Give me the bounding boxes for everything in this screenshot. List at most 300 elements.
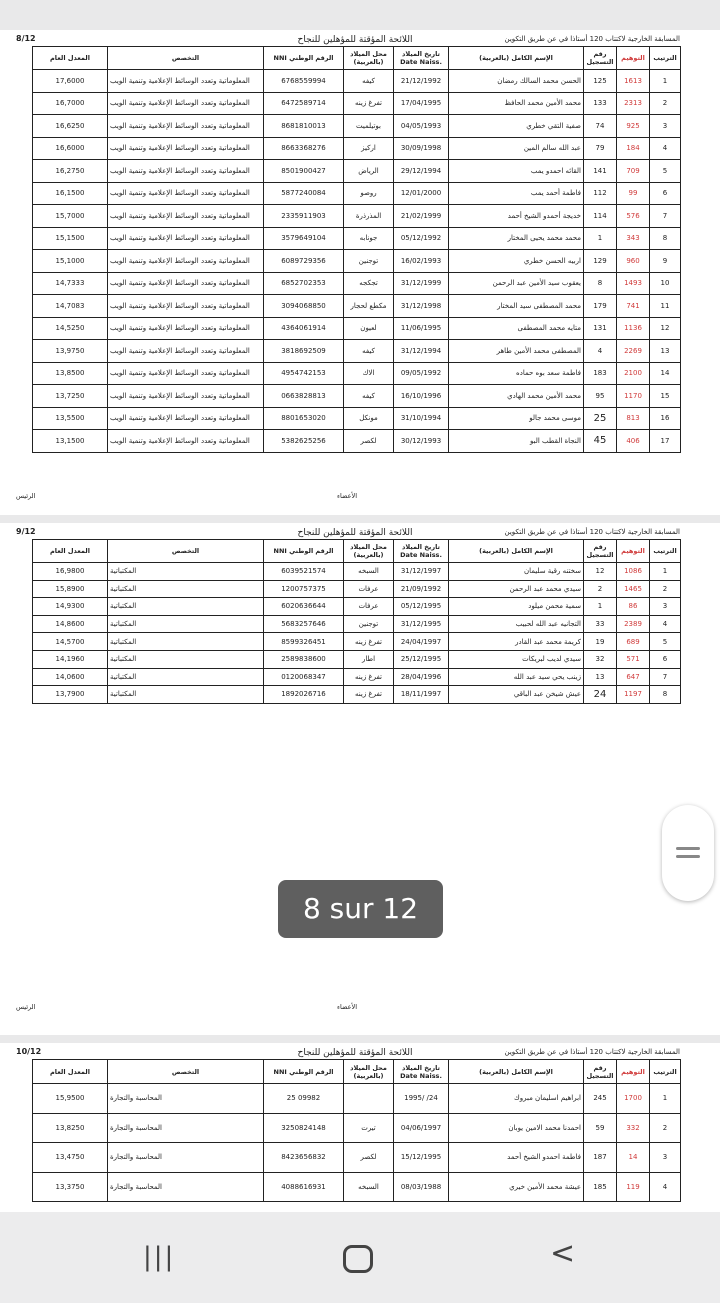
cell-average: 13,9750 <box>33 340 108 363</box>
header-nni: الرقم الوطني NNI <box>264 540 344 563</box>
cell-specialization: المعلوماتية وتعدد الوسائط الإعلامية وتنمية الويب <box>108 317 264 340</box>
cell-registration-number: 245 <box>584 1084 617 1114</box>
cell-full-name: محمد الأمين محمد الهادي <box>449 385 584 408</box>
cell-registration-number: 33 <box>584 615 617 633</box>
cell-birth-place: تفرغ زينه <box>344 92 394 115</box>
cell-rank: 7 <box>650 668 681 686</box>
cell-birth-place: لكصر <box>344 1143 394 1173</box>
cell-specialization: المكتباتية <box>108 650 264 668</box>
cell-registration-number: 12 <box>584 563 617 581</box>
header-birth-date: تاريخ الميلاد .Date Naiss <box>394 47 449 70</box>
cell-rank: 5 <box>650 633 681 651</box>
cell-specialization: المكتباتية <box>108 598 264 616</box>
cell-rank: 4 <box>650 1172 681 1202</box>
cell-registration-number: 8 <box>584 272 617 295</box>
cell-full-name: محمد الأمين محمد الحافظ <box>449 92 584 115</box>
cell-birth-place: كيفه <box>344 340 394 363</box>
header-score: التوهيم <box>617 47 650 70</box>
pdf-page-10 <box>0 1043 720 1213</box>
table-row <box>33 137 681 160</box>
cell-average: 16,6250 <box>33 115 108 138</box>
cell-average: 13,7250 <box>33 385 108 408</box>
cell-birth-place: روصو <box>344 182 394 205</box>
cell-rank: 3 <box>650 115 681 138</box>
header-birth-place: محل الميلاد (بالعربية) <box>344 540 394 563</box>
cell-registration-number: 1 <box>584 227 617 250</box>
table-row <box>33 580 681 598</box>
cell-average: 14,9300 <box>33 598 108 616</box>
results-table <box>32 539 681 704</box>
cell-birth-place: الرياض <box>344 160 394 183</box>
cell-birth-place: مكطع لحجار <box>344 295 394 318</box>
table-row <box>33 362 681 385</box>
table-row <box>33 1113 681 1143</box>
cell-registration-number: 45 <box>584 430 617 453</box>
cell-birth-place: السبخه <box>344 563 394 581</box>
cell-rank: 2 <box>650 1113 681 1143</box>
table-header-row <box>33 540 681 563</box>
cell-birth-place: تفرغ زينه <box>344 633 394 651</box>
cell-specialization: المعلوماتية وتعدد الوسائط الإعلامية وتنمية الويب <box>108 385 264 408</box>
cell-score: 2100 <box>617 362 650 385</box>
cell-rank: 9 <box>650 250 681 273</box>
header-average: المعدل العام <box>33 540 108 563</box>
cell-full-name: خديجة أحمدو الشيخ أحمد <box>449 205 584 228</box>
cell-average: 14,7083 <box>33 295 108 318</box>
header-full-name: الإسم الكامل (بالعربية) <box>449 47 584 70</box>
back-button[interactable]: < <box>550 1236 576 1271</box>
pdf-page-9 <box>0 523 720 1035</box>
header-full-name: الإسم الكامل (بالعربية) <box>449 1060 584 1084</box>
cell-rank: 16 <box>650 407 681 430</box>
table-header-row <box>33 47 681 70</box>
cell-specialization: المكتباتية <box>108 580 264 598</box>
cell-nni: 1200757375 <box>264 580 344 598</box>
cell-score: 14 <box>617 1143 650 1173</box>
cell-average: 14,8600 <box>33 615 108 633</box>
cell-specialization: المكتباتية <box>108 686 264 704</box>
header-birth-place: محل الميلاد (بالعربية) <box>344 1060 394 1084</box>
cell-rank: 3 <box>650 598 681 616</box>
cell-specialization: المحاسبة والتجارة <box>108 1143 264 1173</box>
cell-birth-date: 16/10/1996 <box>394 385 449 408</box>
cell-specialization: المحاسبة والتجارة <box>108 1113 264 1143</box>
cell-full-name: سختنه رقية سليمان <box>449 563 584 581</box>
footer-president: الرئيس <box>16 1003 36 1011</box>
cell-specialization: المعلوماتية وتعدد الوسائط الإعلامية وتنمية الويب <box>108 92 264 115</box>
table-row <box>33 70 681 93</box>
table-row <box>33 295 681 318</box>
cell-score: 406 <box>617 430 650 453</box>
cell-average: 15,1000 <box>33 250 108 273</box>
cell-nni: 4364061914 <box>264 317 344 340</box>
table-row <box>33 160 681 183</box>
table-row <box>33 115 681 138</box>
cell-birth-date: 21/09/1992 <box>394 580 449 598</box>
cell-registration-number: 112 <box>584 182 617 205</box>
cell-nni: 0663828813 <box>264 385 344 408</box>
cell-rank: 1 <box>650 563 681 581</box>
footer-members: الأعضاء <box>337 492 358 500</box>
cell-birth-date: 05/12/1992 <box>394 227 449 250</box>
cell-registration-number: 183 <box>584 362 617 385</box>
cell-registration-number: 114 <box>584 205 617 228</box>
cell-score: 813 <box>617 407 650 430</box>
cell-nni: 6472589714 <box>264 92 344 115</box>
home-button[interactable] <box>343 1245 373 1273</box>
cell-registration-number: 187 <box>584 1143 617 1173</box>
cell-average: 16,7000 <box>33 92 108 115</box>
cell-average: 13,3750 <box>33 1172 108 1202</box>
cell-average: 17,6000 <box>33 70 108 93</box>
contest-title: المسابقة الخارجية لاكتتاب 120 أستاذا في عن طريق التكوين <box>504 1048 680 1056</box>
cell-birth-place: تفرغ زينه <box>344 668 394 686</box>
cell-score: 119 <box>617 1172 650 1202</box>
cell-score: 647 <box>617 668 650 686</box>
table-row <box>33 615 681 633</box>
cell-specialization: المعلوماتية وتعدد الوسائط الإعلامية وتنمية الويب <box>108 272 264 295</box>
table-row <box>33 563 681 581</box>
cell-birth-place: تيرت <box>344 1113 394 1143</box>
cell-birth-date: 25/12/1995 <box>394 650 449 668</box>
cell-nni: 2589838600 <box>264 650 344 668</box>
cell-average: 13,7900 <box>33 686 108 704</box>
cell-rank: 11 <box>650 295 681 318</box>
cell-birth-place: السبخه <box>344 1172 394 1202</box>
results-table <box>32 46 681 453</box>
table-row <box>33 430 681 453</box>
pdf-page-8 <box>0 30 720 515</box>
header-specialization: التخصص <box>108 540 264 563</box>
cell-full-name: محمد محمد يحيى المختار <box>449 227 584 250</box>
list-title: اللائحة المؤقتة للمؤهلين للنجاح <box>297 528 413 538</box>
header-registration-number: رقم التسجيل <box>584 47 617 70</box>
cell-nni: 5683257646 <box>264 615 344 633</box>
cell-registration-number: 74 <box>584 115 617 138</box>
cell-score: 1136 <box>617 317 650 340</box>
cell-registration-number: 2 <box>584 580 617 598</box>
cell-birth-place: المذرذرة <box>344 205 394 228</box>
cell-registration-number: 1 <box>584 598 617 616</box>
cell-average: 15,7000 <box>33 205 108 228</box>
cell-birth-place: كيفه <box>344 385 394 408</box>
cell-birth-date: 09/05/1992 <box>394 362 449 385</box>
cell-rank: 6 <box>650 182 681 205</box>
cell-full-name: فاطمة احمدو الشيخ أحمد <box>449 1143 584 1173</box>
header-average: المعدل العام <box>33 47 108 70</box>
cell-birth-date: 12/01/2000 <box>394 182 449 205</box>
table-row <box>33 92 681 115</box>
header-average: المعدل العام <box>33 1060 108 1084</box>
cell-nni: 8423656832 <box>264 1143 344 1173</box>
cell-average: 16,1500 <box>33 182 108 205</box>
table-row <box>33 317 681 340</box>
cell-nni: 6089729356 <box>264 250 344 273</box>
cell-birth-date: 24/04/1997 <box>394 633 449 651</box>
table-row <box>33 1143 681 1173</box>
cell-rank: 8 <box>650 686 681 704</box>
cell-full-name: عيش شيخن عبد الباقي <box>449 686 584 704</box>
cell-nni: 8801653020 <box>264 407 344 430</box>
cell-average: 15,8900 <box>33 580 108 598</box>
cell-full-name: القائه احمدو يمب <box>449 160 584 183</box>
cell-nni: 6039521574 <box>264 563 344 581</box>
cell-birth-date: 31/12/1998 <box>394 295 449 318</box>
cell-rank: 2 <box>650 92 681 115</box>
cell-birth-place: بوتيلميت <box>344 115 394 138</box>
table-row <box>33 272 681 295</box>
cell-full-name: موسى محمد جالو <box>449 407 584 430</box>
cell-birth-date: 05/12/1995 <box>394 598 449 616</box>
header-score: التوهيم <box>617 540 650 563</box>
cell-birth-place: كيفه <box>344 70 394 93</box>
results-table <box>32 1059 681 1202</box>
cell-score: 709 <box>617 160 650 183</box>
cell-rank: 17 <box>650 430 681 453</box>
cell-birth-date: 31/12/1999 <box>394 272 449 295</box>
cell-registration-number: 129 <box>584 250 617 273</box>
cell-specialization: المكتباتية <box>108 668 264 686</box>
header-nni: الرقم الوطني NNI <box>264 47 344 70</box>
cell-nni: 5382625256 <box>264 430 344 453</box>
cell-birth-date: 08/03/1988 <box>394 1172 449 1202</box>
header-nni: الرقم الوطني NNI <box>264 1060 344 1084</box>
footer-members: الأعضاء <box>337 1003 358 1011</box>
cell-specialization: المعلوماتية وتعدد الوسائط الإعلامية وتنمية الويب <box>108 70 264 93</box>
cell-birth-date: 16/02/1993 <box>394 250 449 273</box>
cell-score: 925 <box>617 115 650 138</box>
cell-nni: 2335911903 <box>264 205 344 228</box>
cell-average: 13,8500 <box>33 362 108 385</box>
cell-birth-place: جونابه <box>344 227 394 250</box>
cell-full-name: سيدي لديب لبريكات <box>449 650 584 668</box>
cell-specialization: المحاسبة والتجارة <box>108 1084 264 1114</box>
cell-score: 99 <box>617 182 650 205</box>
cell-average: 16,2750 <box>33 160 108 183</box>
cell-full-name: عبد الله سالم المين <box>449 137 584 160</box>
cell-specialization: المعلوماتية وتعدد الوسائط الإعلامية وتنمية الويب <box>108 182 264 205</box>
cell-full-name: سيدي محمد عبد الرحمن <box>449 580 584 598</box>
table-row <box>33 598 681 616</box>
cell-nni: 6768559994 <box>264 70 344 93</box>
cell-birth-place: تجكجه <box>344 272 394 295</box>
cell-birth-place: عرفات <box>344 598 394 616</box>
cell-score: 2389 <box>617 615 650 633</box>
cell-registration-number: 59 <box>584 1113 617 1143</box>
cell-specialization: المعلوماتية وتعدد الوسائط الإعلامية وتنمية الويب <box>108 205 264 228</box>
cell-specialization: المعلوماتية وتعدد الوسائط الإعلامية وتنمية الويب <box>108 295 264 318</box>
cell-specialization: المعلوماتية وتعدد الوسائط الإعلامية وتنمية الويب <box>108 362 264 385</box>
cell-score: 1700 <box>617 1084 650 1114</box>
page-number: 10/12 <box>16 1047 42 1056</box>
cell-birth-date: 17/04/1995 <box>394 92 449 115</box>
table-row <box>33 686 681 704</box>
cell-registration-number: 24 <box>584 686 617 704</box>
cell-birth-date: 18/11/1997 <box>394 686 449 704</box>
cell-registration-number: 133 <box>584 92 617 115</box>
cell-birth-date: 30/12/1993 <box>394 430 449 453</box>
cell-nni: 3250824148 <box>264 1113 344 1143</box>
cell-specialization: المعلوماتية وتعدد الوسائط الإعلامية وتنمية الويب <box>108 430 264 453</box>
table-row <box>33 182 681 205</box>
cell-registration-number: 79 <box>584 137 617 160</box>
cell-score: 2313 <box>617 92 650 115</box>
cell-full-name: اربيه الحسن خطري <box>449 250 584 273</box>
cell-full-name: سمية محمن ميلود <box>449 598 584 616</box>
cell-specialization: المعلوماتية وتعدد الوسائط الإعلامية وتنمية الويب <box>108 227 264 250</box>
cell-specialization: المعلوماتية وتعدد الوسائط الإعلامية وتنمية الويب <box>108 115 264 138</box>
cell-score: 1197 <box>617 686 650 704</box>
cell-birth-place: توجنين <box>344 615 394 633</box>
cell-nni: 5877240084 <box>264 182 344 205</box>
table-header-row <box>33 1060 681 1084</box>
header-birth-date: تاريخ الميلاد .Date Naiss <box>394 1060 449 1084</box>
cell-birth-date: 29/12/1994 <box>394 160 449 183</box>
header-registration-number: رقم التسجيل <box>584 1060 617 1084</box>
cell-score: 332 <box>617 1113 650 1143</box>
cell-specialization: المكتباتية <box>108 633 264 651</box>
cell-full-name: التجانيه عبد الله لحبيب <box>449 615 584 633</box>
cell-nni: 0120068347 <box>264 668 344 686</box>
cell-birth-place: تفرغ زينه <box>344 686 394 704</box>
cell-registration-number: 125 <box>584 70 617 93</box>
cell-average: 13,5500 <box>33 407 108 430</box>
cell-full-name: عيشة محمد الأمين خيري <box>449 1172 584 1202</box>
cell-birth-date: 31/12/1994 <box>394 340 449 363</box>
table-row <box>33 340 681 363</box>
cell-birth-place: عرفات <box>344 580 394 598</box>
cell-average: 15,1500 <box>33 227 108 250</box>
cell-birth-place: اركيز <box>344 137 394 160</box>
cell-full-name: محمد المصطفى سيد المختار <box>449 295 584 318</box>
cell-specialization: المعلوماتية وتعدد الوسائط الإعلامية وتنمية الويب <box>108 250 264 273</box>
cell-score: 689 <box>617 633 650 651</box>
cell-specialization: المكتباتية <box>108 615 264 633</box>
cell-birth-date: 15/12/1995 <box>394 1143 449 1173</box>
cell-full-name: يعقوب سيد الأمين عبد الرحمن <box>449 272 584 295</box>
cell-registration-number: 32 <box>584 650 617 668</box>
contest-title: المسابقة الخارجية لاكتتاب 120 أستاذا في عن طريق التكوين <box>504 528 680 536</box>
cell-score: 1613 <box>617 70 650 93</box>
cell-specialization: المعلوماتية وتعدد الوسائط الإعلامية وتنمية الويب <box>108 407 264 430</box>
header-registration-number: رقم التسجيل <box>584 540 617 563</box>
cell-score: 2269 <box>617 340 650 363</box>
cell-birth-place <box>344 1084 394 1114</box>
cell-score: 1465 <box>617 580 650 598</box>
cell-birth-date: 11/06/1995 <box>394 317 449 340</box>
cell-birth-place: الاك <box>344 362 394 385</box>
cell-nni: 3818692509 <box>264 340 344 363</box>
cell-full-name: ابراهيم اسليمان مبروك <box>449 1084 584 1114</box>
cell-birth-date: 31/10/1994 <box>394 407 449 430</box>
header-specialization: التخصص <box>108 47 264 70</box>
cell-average: 14,5700 <box>33 633 108 651</box>
cell-rank: 2 <box>650 580 681 598</box>
navigation-bar <box>0 1212 720 1303</box>
cell-birth-place: لعيون <box>344 317 394 340</box>
cell-nni: 8599326451 <box>264 633 344 651</box>
cell-score: 86 <box>617 598 650 616</box>
cell-average: 14,7333 <box>33 272 108 295</box>
contest-title: المسابقة الخارجية لاكتتاب 120 أستاذا في عن طريق التكوين <box>504 35 680 43</box>
cell-birth-place: توجنين <box>344 250 394 273</box>
cell-score: 571 <box>617 650 650 668</box>
page-indicator-overlay: 8 sur 12 <box>278 880 443 938</box>
cell-rank: 12 <box>650 317 681 340</box>
cell-full-name: فاطمة سعد بوه حماده <box>449 362 584 385</box>
cell-birth-date: 04/06/1997 <box>394 1113 449 1143</box>
cell-registration-number: 179 <box>584 295 617 318</box>
cell-nni: 8501900427 <box>264 160 344 183</box>
cell-registration-number: 95 <box>584 385 617 408</box>
cell-specialization: المعلوماتية وتعدد الوسائط الإعلامية وتنمية الويب <box>108 160 264 183</box>
cell-full-name: الحسن محمد السالك رمضان <box>449 70 584 93</box>
cell-rank: 4 <box>650 615 681 633</box>
cell-average: 16,9800 <box>33 563 108 581</box>
cell-birth-date: 04/05/1993 <box>394 115 449 138</box>
cell-registration-number: 13 <box>584 668 617 686</box>
cell-full-name: صفية التقي خطري <box>449 115 584 138</box>
header-rank: الترتيب <box>650 1060 681 1084</box>
cell-average: 13,4750 <box>33 1143 108 1173</box>
cell-birth-date: 30/09/1998 <box>394 137 449 160</box>
cell-rank: 10 <box>650 272 681 295</box>
cell-rank: 1 <box>650 1084 681 1114</box>
cell-nni: 1892026716 <box>264 686 344 704</box>
list-title: اللائحة المؤقتة للمؤهلين للنجاح <box>297 35 413 45</box>
table-row <box>33 633 681 651</box>
cell-nni: 3579649104 <box>264 227 344 250</box>
cell-score: 1086 <box>617 563 650 581</box>
recents-button[interactable]: ||| <box>143 1242 176 1272</box>
cell-rank: 15 <box>650 385 681 408</box>
cell-rank: 4 <box>650 137 681 160</box>
table-row <box>33 407 681 430</box>
cell-registration-number: 25 <box>584 407 617 430</box>
cell-rank: 14 <box>650 362 681 385</box>
header-specialization: التخصص <box>108 1060 264 1084</box>
table-row <box>33 650 681 668</box>
cell-birth-date: 31/12/1997 <box>394 563 449 581</box>
cell-birth-date: 28/04/1996 <box>394 668 449 686</box>
cell-registration-number: 141 <box>584 160 617 183</box>
scroll-handle[interactable] <box>662 805 714 901</box>
cell-nni: 4088616931 <box>264 1172 344 1202</box>
cell-score: 184 <box>617 137 650 160</box>
cell-birth-date: 21/02/1999 <box>394 205 449 228</box>
cell-registration-number: 185 <box>584 1172 617 1202</box>
header-rank: الترتيب <box>650 540 681 563</box>
cell-registration-number: 131 <box>584 317 617 340</box>
table-row <box>33 385 681 408</box>
footer-president: الرئيس <box>16 492 36 500</box>
cell-rank: 8 <box>650 227 681 250</box>
table-row <box>33 1172 681 1202</box>
table-row <box>33 1084 681 1114</box>
cell-full-name: فاطمة أحمد يمب <box>449 182 584 205</box>
table-row <box>33 668 681 686</box>
cell-birth-place: لكصر <box>344 430 394 453</box>
cell-rank: 6 <box>650 650 681 668</box>
cell-full-name: احمدنا محمد الامين يوبان <box>449 1113 584 1143</box>
cell-specialization: المكتباتية <box>108 563 264 581</box>
cell-average: 13,8250 <box>33 1113 108 1143</box>
cell-rank: 7 <box>650 205 681 228</box>
list-title: اللائحة المؤقتة للمؤهلين للنجاح <box>297 1048 413 1058</box>
header-rank: الترتيب <box>650 47 681 70</box>
table-row <box>33 205 681 228</box>
cell-full-name: كريمة محمد عبد القادر <box>449 633 584 651</box>
